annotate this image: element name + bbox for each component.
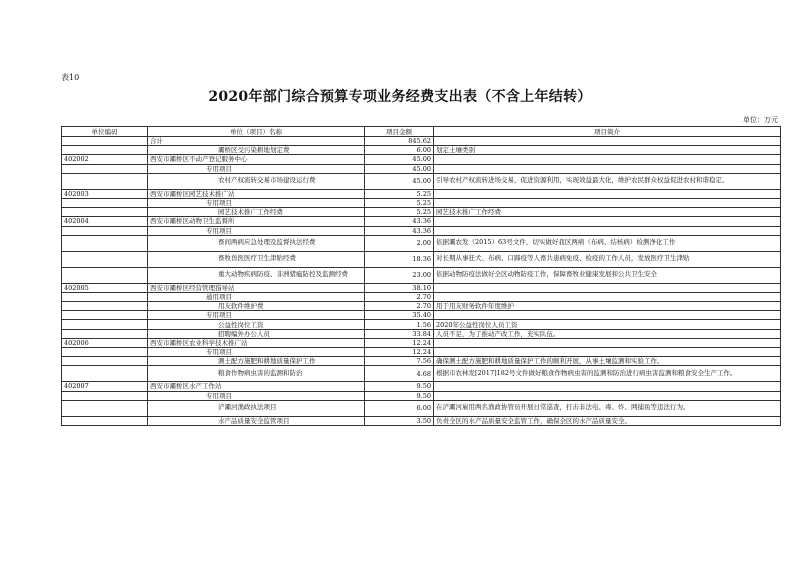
cell-description bbox=[434, 382, 781, 391]
table-row bbox=[62, 164, 781, 173]
cell-unit-name: 测土配方施肥和耕地质量保护工作 bbox=[148, 357, 365, 366]
cell-amount: 2.70 bbox=[365, 302, 434, 311]
table-row bbox=[62, 400, 781, 416]
cell-unit-name: 西安市灞桥区动物卫生监督所 bbox=[148, 217, 365, 226]
table-row bbox=[62, 208, 781, 217]
cell-description: 2020年公益性岗位人员工资 bbox=[434, 320, 781, 329]
cell-amount: 2.70 bbox=[365, 292, 434, 301]
cell-description bbox=[434, 155, 781, 164]
cell-description bbox=[434, 217, 781, 226]
cell-description: 在浐灞河雇用两名渔政协管员开展日常巡查，打击非法电、毒、炸、网捕鱼等违法行为。 bbox=[434, 400, 781, 416]
table-row bbox=[62, 348, 781, 357]
table-row bbox=[62, 235, 781, 251]
cell-unit-name: 合计 bbox=[148, 137, 365, 146]
cell-description bbox=[434, 189, 781, 198]
cell-amount: 6.00 bbox=[365, 400, 434, 416]
table-header-row bbox=[62, 127, 781, 137]
cell-amount: 845.62 bbox=[365, 137, 434, 146]
cell-amount: 45.00 bbox=[365, 155, 434, 164]
cell-description: 依据动物防疫法做好全区动物防疫工作，保障畜牧业健康发展和公共卫生安全 bbox=[434, 267, 781, 283]
cell-unit-code: 402002 bbox=[62, 155, 148, 164]
cell-unit-code bbox=[62, 311, 148, 320]
cell-unit-code bbox=[62, 400, 148, 416]
cell-unit-code bbox=[62, 208, 148, 217]
table-row bbox=[62, 267, 781, 283]
unit-note: 单位：万元 bbox=[743, 116, 778, 124]
cell-unit-name: 用友软件维护费 bbox=[148, 302, 365, 311]
cell-unit-code: 402005 bbox=[62, 283, 148, 292]
cell-description: 对长期从事狂犬、布病、口蹄疫等人畜共患病免疫、检疫的工作人员，发放医疗卫生津贴 bbox=[434, 251, 781, 267]
cell-description: 人员不足，为了推动产改工作，充实队伍。 bbox=[434, 329, 781, 338]
table-row bbox=[62, 173, 781, 189]
cell-description bbox=[434, 226, 781, 235]
table-row bbox=[62, 217, 781, 226]
cell-unit-code: 402007 bbox=[62, 382, 148, 391]
cell-unit-code: 402006 bbox=[62, 338, 148, 347]
table-row bbox=[62, 189, 781, 198]
cell-amount: 5.25 bbox=[365, 208, 434, 217]
header-project-description: 项目简介 bbox=[434, 127, 781, 137]
cell-unit-name: 专用项目 bbox=[148, 391, 365, 400]
table-row bbox=[62, 391, 781, 400]
cell-unit-name: 专用项目 bbox=[148, 164, 365, 173]
document-title: 2020年部门综合预算专项业务经费支出表（不含上年结转） bbox=[208, 89, 592, 105]
cell-amount: 23.00 bbox=[365, 267, 434, 283]
table-row bbox=[62, 198, 781, 207]
cell-unit-code bbox=[62, 146, 148, 155]
cell-amount: 43.36 bbox=[365, 217, 434, 226]
cell-unit-name: 专用项目 bbox=[148, 198, 365, 207]
cell-description bbox=[434, 137, 781, 146]
cell-description bbox=[434, 348, 781, 357]
table-row bbox=[62, 311, 781, 320]
cell-unit-name: 畜间两病应急处理及监督执法经费 bbox=[148, 235, 365, 251]
cell-description: 负责全区的水产品质量安全监管工作，确保全区的水产品质量安全。 bbox=[434, 416, 781, 425]
cell-unit-code bbox=[62, 137, 148, 146]
table-row bbox=[62, 226, 781, 235]
cell-description: 引导农村产权流转进场交易，促进资源利用，实现效益最大化，维护农民群众权益促进农村和谐稳定。 bbox=[434, 173, 781, 189]
cell-description: 依据灞农发（2015）63号文件，切实做好我区两病（布病、结核病）检测净化工作 bbox=[434, 235, 781, 251]
cell-unit-code bbox=[62, 164, 148, 173]
cell-unit-name: 重大动物疾病防疫、非洲猪瘟防控及监测经费 bbox=[148, 267, 365, 283]
cell-unit-name: 园艺技术推广工作经费 bbox=[148, 208, 365, 217]
cell-unit-code bbox=[62, 366, 148, 382]
cell-amount: 2.00 bbox=[365, 235, 434, 251]
cell-amount: 3.50 bbox=[365, 416, 434, 425]
cell-amount: 33.84 bbox=[365, 329, 434, 338]
cell-unit-name: 公益性岗位工资 bbox=[148, 320, 365, 329]
cell-amount: 5.25 bbox=[365, 198, 434, 207]
cell-amount: 12.24 bbox=[365, 338, 434, 347]
table-row bbox=[62, 338, 781, 347]
cell-amount: 5.25 bbox=[365, 189, 434, 198]
cell-unit-code bbox=[62, 173, 148, 189]
cell-unit-code bbox=[62, 391, 148, 400]
cell-unit-name: 西安市灞桥区农业科学技术推广站 bbox=[148, 338, 365, 347]
budget-table bbox=[61, 126, 781, 426]
table-body bbox=[62, 137, 781, 426]
table-row bbox=[62, 155, 781, 164]
cell-unit-name: 西安市灞桥区经营管理指导站 bbox=[148, 283, 365, 292]
table-row bbox=[62, 283, 781, 292]
table-row bbox=[62, 329, 781, 338]
table-row bbox=[62, 302, 781, 311]
table-row bbox=[62, 357, 781, 366]
cell-unit-code bbox=[62, 302, 148, 311]
header-unit-code: 单位编码 bbox=[62, 127, 148, 137]
cell-unit-name: 畜牧兽医医疗卫生津贴经费 bbox=[148, 251, 365, 267]
cell-unit-code: 402004 bbox=[62, 217, 148, 226]
cell-unit-name: 专用项目 bbox=[148, 311, 365, 320]
table-row bbox=[62, 137, 781, 146]
cell-description bbox=[434, 164, 781, 173]
cell-description: 园艺技术推广工作经费 bbox=[434, 208, 781, 217]
table-row bbox=[62, 146, 781, 155]
cell-amount: 4.68 bbox=[365, 366, 434, 382]
cell-unit-name: 水产品质量安全监管项目 bbox=[148, 416, 365, 425]
cell-unit-code bbox=[62, 292, 148, 301]
cell-unit-name: 专用项目 bbox=[148, 348, 365, 357]
cell-description bbox=[434, 311, 781, 320]
cell-amount: 45.00 bbox=[365, 173, 434, 189]
table-row bbox=[62, 320, 781, 329]
table-row bbox=[62, 292, 781, 301]
cell-unit-name: 西安市灞桥区水产工作站 bbox=[148, 382, 365, 391]
cell-unit-name: 农村产权流转交易市场建设运行费 bbox=[148, 173, 365, 189]
cell-unit-name: 招聘编外办公人员 bbox=[148, 329, 365, 338]
cell-unit-name: 西安市灞桥区不动产登记服务中心 bbox=[148, 155, 365, 164]
cell-unit-code: 402003 bbox=[62, 189, 148, 198]
cell-unit-code bbox=[62, 348, 148, 357]
cell-unit-name: 浐灞河渔政执法项目 bbox=[148, 400, 365, 416]
cell-description bbox=[434, 292, 781, 301]
table-number-label: 表10 bbox=[61, 73, 80, 82]
cell-unit-name: 西安市灞桥区园艺技术推广站 bbox=[148, 189, 365, 198]
cell-description: 划定土壤类别 bbox=[434, 146, 781, 155]
cell-description: 确保测土配方施肥和耕地质量保护工作的顺利开展，从事土壤监测和实验工作。 bbox=[434, 357, 781, 366]
cell-unit-code bbox=[62, 226, 148, 235]
cell-unit-code bbox=[62, 198, 148, 207]
cell-description: 用于用友财务软件年度维护 bbox=[434, 302, 781, 311]
cell-amount: 43.36 bbox=[365, 226, 434, 235]
cell-description bbox=[434, 338, 781, 347]
cell-amount: 35.40 bbox=[365, 311, 434, 320]
cell-unit-name: 粮食作物病虫害的监测和防治 bbox=[148, 366, 365, 382]
cell-amount: 9.50 bbox=[365, 391, 434, 400]
cell-amount: 12.24 bbox=[365, 348, 434, 357]
cell-unit-code bbox=[62, 329, 148, 338]
table-row bbox=[62, 251, 781, 267]
cell-description bbox=[434, 283, 781, 292]
cell-amount: 7.56 bbox=[365, 357, 434, 366]
cell-unit-name: 灞桥区受污染耕地划定费 bbox=[148, 146, 365, 155]
cell-unit-code bbox=[62, 357, 148, 366]
cell-unit-name: 专用项目 bbox=[148, 226, 365, 235]
cell-unit-code bbox=[62, 267, 148, 283]
cell-unit-code bbox=[62, 320, 148, 329]
table-row bbox=[62, 416, 781, 425]
cell-unit-code bbox=[62, 251, 148, 267]
cell-amount: 38.10 bbox=[365, 283, 434, 292]
cell-description: 根据市农林发[2017]182号文件做好粮食作物病虫害的监测和防治进行病虫害监测和粮食安全生产工作。 bbox=[434, 366, 781, 382]
header-unit-name: 单位（项目）名称 bbox=[148, 127, 365, 137]
cell-unit-name: 通用项目 bbox=[148, 292, 365, 301]
cell-amount: 45.00 bbox=[365, 164, 434, 173]
cell-unit-code bbox=[62, 416, 148, 425]
cell-amount: 6.00 bbox=[365, 146, 434, 155]
header-project-amount: 项目金额 bbox=[365, 127, 434, 137]
cell-amount: 18.36 bbox=[365, 251, 434, 267]
cell-amount: 9.50 bbox=[365, 382, 434, 391]
cell-description bbox=[434, 391, 781, 400]
table-row bbox=[62, 366, 781, 382]
cell-unit-code bbox=[62, 235, 148, 251]
cell-amount: 1.56 bbox=[365, 320, 434, 329]
table-row bbox=[62, 382, 781, 391]
cell-description bbox=[434, 198, 781, 207]
